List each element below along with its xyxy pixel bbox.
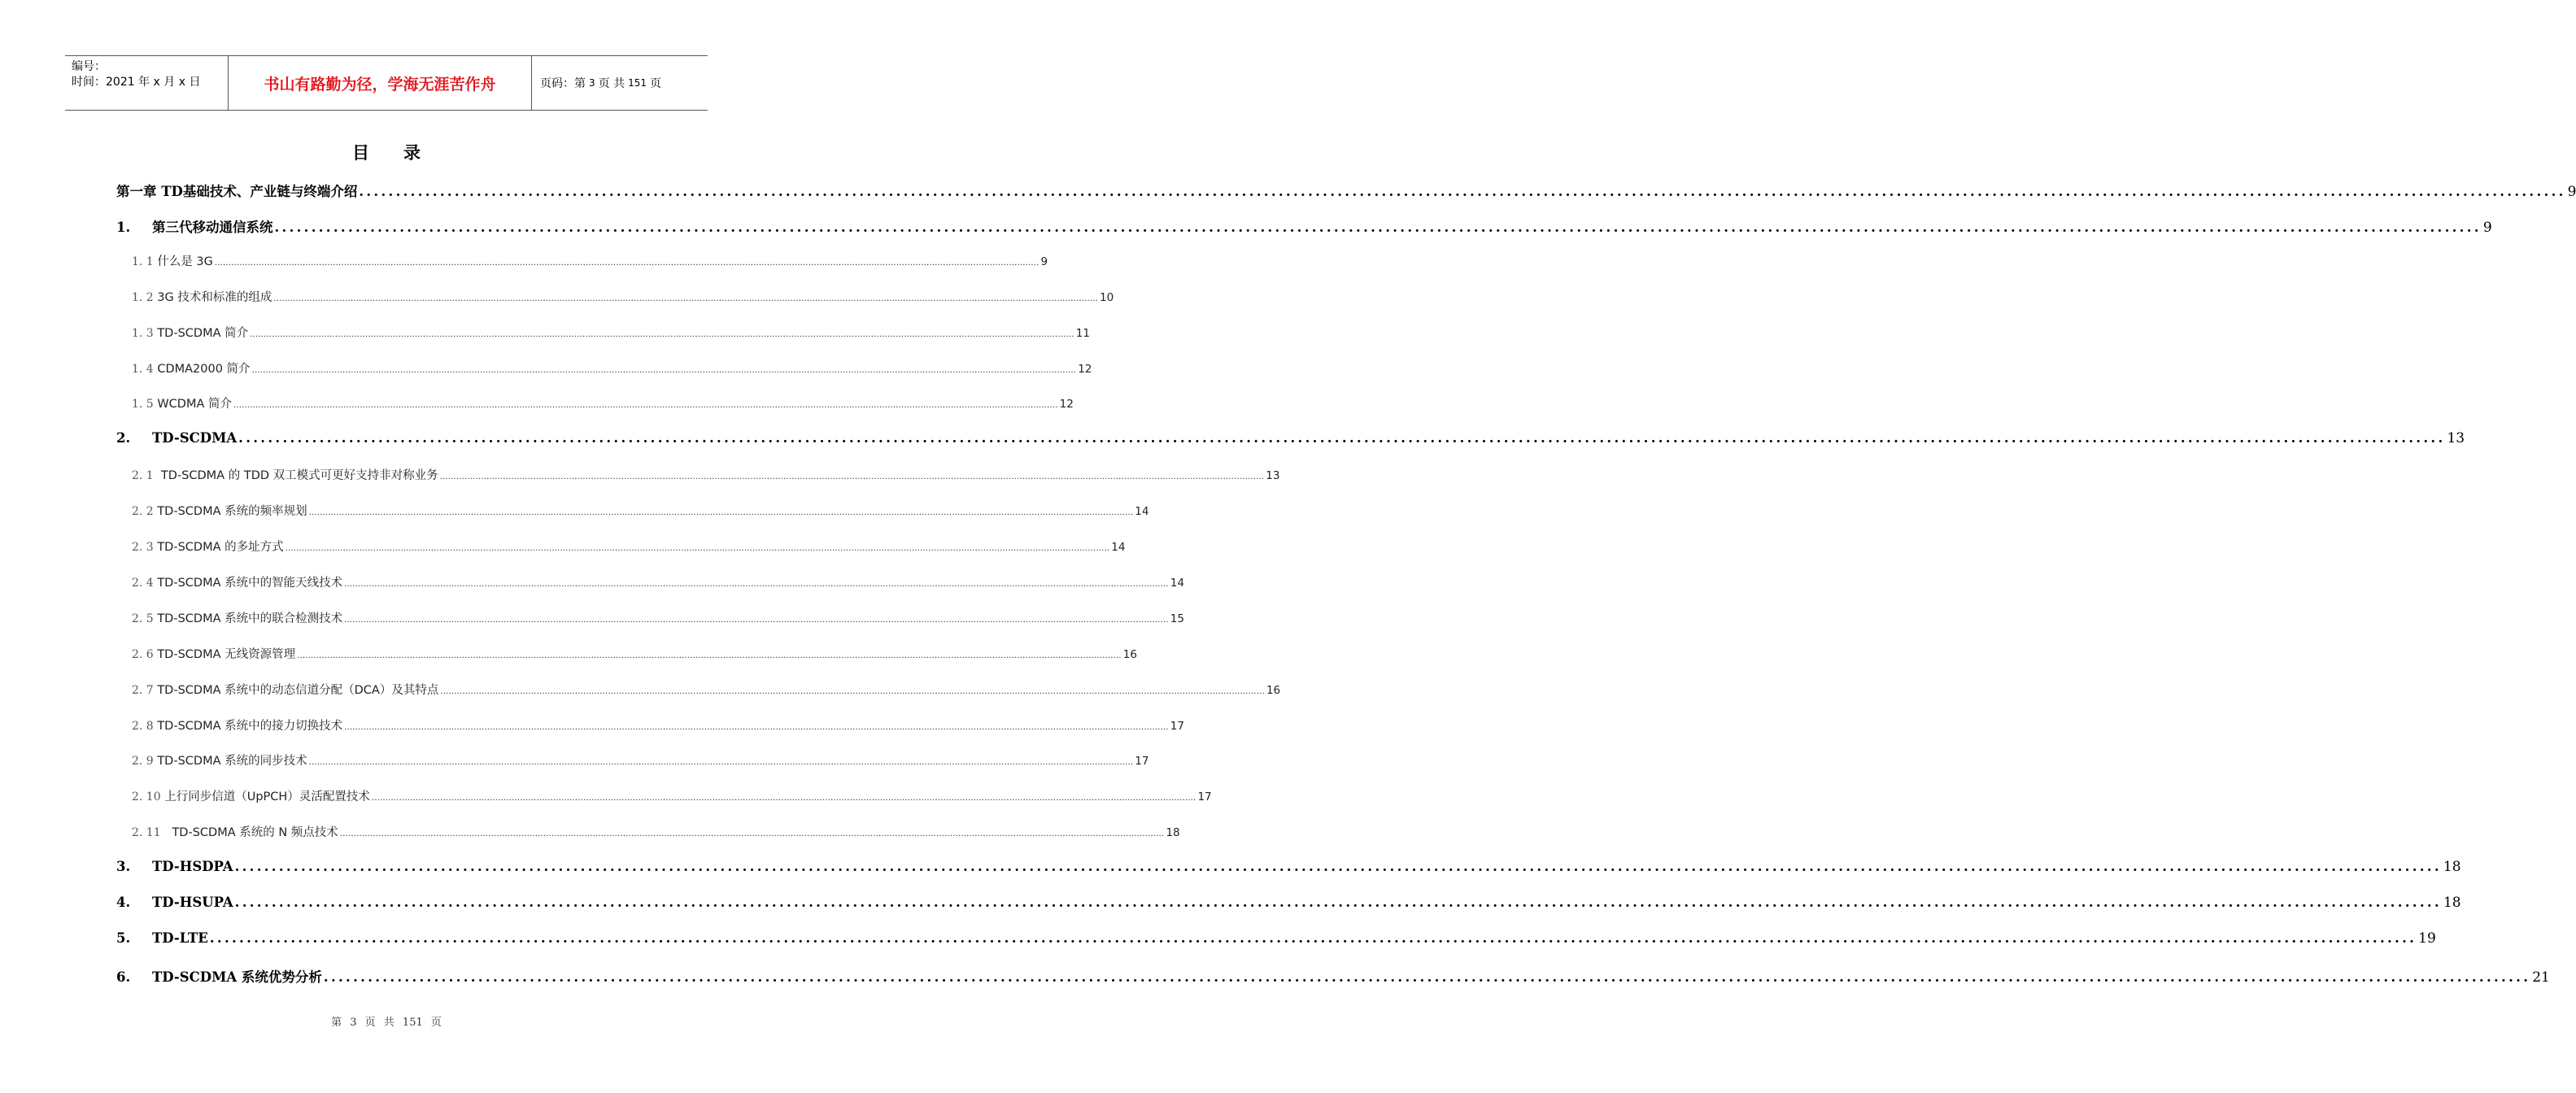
toc-entry-label bbox=[132, 751, 307, 769]
toc-leader-dots: ............................................................................................................................................................................................................................................................................................................ bbox=[323, 969, 2531, 985]
toc-entry-title: TD-SCDMA 系统的 N 频点技术 bbox=[160, 826, 338, 840]
toc-entry-title: TD-SCDMA 的多址方式 bbox=[153, 541, 284, 554]
toc-entry-label bbox=[132, 252, 213, 269]
toc-entry-number: 2. 7 bbox=[132, 683, 154, 697]
toc-entry[interactable] bbox=[132, 681, 1281, 698]
toc-entry-number: 2. 11 bbox=[132, 826, 161, 840]
page-header bbox=[65, 55, 708, 111]
toc-entry-number: 2. 1 bbox=[132, 469, 154, 483]
toc-entry-label bbox=[132, 823, 338, 840]
toc-entry-title: TD-SCDMA 系统中的接力切换技术 bbox=[153, 719, 343, 733]
header-time-label: 时间：2021 年 x 月 x 日 bbox=[72, 76, 201, 89]
toc-entry-label bbox=[116, 216, 273, 236]
toc-entry-title: TD-SCDMA 系统的频率规划 bbox=[153, 505, 307, 519]
toc-entry[interactable] bbox=[116, 216, 2492, 236]
header-motto: 书山有路勤为径，学海无涯苦作舟 bbox=[229, 56, 532, 110]
toc-entry-page: 14 bbox=[1135, 505, 1149, 519]
toc-entry-title: TD-SCDMA 系统中的动态信道分配（DCA）及其特点 bbox=[153, 683, 439, 697]
toc-entry-label bbox=[132, 787, 370, 804]
toc-entry-label bbox=[132, 645, 295, 662]
toc-entry-number: 1. 3 bbox=[132, 326, 154, 340]
toc-entry-label bbox=[132, 502, 307, 519]
toc-entry-title: 什么是 3G bbox=[153, 255, 213, 268]
toc-entry-page: 13 bbox=[1266, 469, 1280, 483]
toc-entry-number: 2. 5 bbox=[132, 612, 154, 625]
header-page-prefix: 页码：第 bbox=[540, 77, 586, 90]
toc-entry[interactable] bbox=[116, 859, 2461, 876]
toc-entry-number: 4. bbox=[116, 895, 131, 910]
toc-entry-page: 17 bbox=[1197, 790, 1212, 804]
toc-leader-dots: ............................................................................................................................................................................................................................................................................................................ bbox=[273, 294, 1099, 303]
toc-entry[interactable] bbox=[132, 359, 1092, 377]
toc-entry-label bbox=[132, 394, 232, 412]
header-page-mid: 页 共 bbox=[598, 77, 625, 90]
toc-entry[interactable] bbox=[116, 181, 2576, 200]
toc-entry-number: 1. 1 bbox=[132, 255, 154, 268]
toc-entry-number: 1. 2 bbox=[132, 290, 154, 304]
header-page-current: 3 bbox=[589, 77, 595, 89]
toc-entry-page: 16 bbox=[1266, 683, 1281, 697]
header-code-label: 编号： bbox=[72, 60, 106, 73]
toc-leader-dots: ............................................................................................................................................................................................................................................................................................................ bbox=[440, 686, 1265, 696]
toc-entry-title: TD-SCDMA bbox=[152, 430, 238, 446]
header-page-info bbox=[532, 56, 708, 110]
toc-entry-title: TD-SCDMA 简介 bbox=[153, 326, 249, 340]
toc-entry-title: TD-SCDMA 系统优势分析 bbox=[152, 969, 322, 985]
toc-leader-dots: ............................................................................................................................................................................................................................................................................................................ bbox=[234, 859, 2442, 875]
toc-entry-label bbox=[132, 288, 272, 305]
toc-entry-page: 9 bbox=[1040, 255, 1048, 268]
toc-entry-title: TD-SCDMA 系统的同步技术 bbox=[153, 755, 307, 769]
toc-leader-dots: ............................................................................................................................................................................................................................................................................................................ bbox=[344, 615, 1169, 625]
toc-leader-dots: ............................................................................................................................................................................................................................................................................................................ bbox=[344, 722, 1169, 732]
toc-entry-title: TD-SCDMA 无线资源管理 bbox=[153, 647, 296, 661]
toc-entry-page: 18 bbox=[2443, 859, 2461, 876]
toc-entry[interactable] bbox=[116, 895, 2461, 911]
toc-entry-title: TD-HSDPA bbox=[152, 859, 233, 875]
toc-entry-label bbox=[116, 859, 233, 874]
toc-entry-title: TD-HSUPA bbox=[152, 895, 233, 910]
toc-entry[interactable] bbox=[132, 538, 1126, 555]
toc-entry-page: 9 bbox=[2482, 219, 2492, 236]
toc-entry-page: 16 bbox=[1122, 647, 1137, 661]
toc-leader-dots: ............................................................................................................................................................................................................................................................................................................ bbox=[344, 579, 1169, 589]
toc-entry-number: 2. bbox=[116, 430, 131, 446]
header-page-suffix: 页 bbox=[650, 77, 661, 90]
toc-entry-number: 2. 2 bbox=[132, 505, 154, 519]
toc-entry-title: 上行同步信道（UpPCH）灵活配置技术 bbox=[160, 790, 370, 804]
page-title: 目录 bbox=[352, 142, 455, 163]
toc-leader-dots: ............................................................................................................................................................................................................................................................................................................ bbox=[233, 401, 1058, 411]
toc-entry-label bbox=[132, 359, 251, 377]
toc-entry-page: 15 bbox=[1170, 612, 1184, 625]
toc-entry[interactable] bbox=[116, 930, 2436, 947]
toc-leader-dots: ............................................................................................................................................................................................................................................................................................................ bbox=[359, 184, 2566, 199]
toc-leader-dots: ............................................................................................................................................................................................................................................................................................................ bbox=[308, 508, 1134, 518]
toc-leader-dots: ............................................................................................................................................................................................................................................................................................................ bbox=[234, 895, 2442, 910]
toc-entry[interactable] bbox=[132, 573, 1184, 590]
toc-entry-number: 2. 10 bbox=[132, 790, 161, 804]
toc-entry-label bbox=[116, 430, 237, 446]
toc-entry[interactable] bbox=[116, 430, 2465, 447]
toc-entry-number: 6. bbox=[116, 969, 131, 985]
toc-entry-label bbox=[116, 966, 322, 986]
toc-entry-number: 1. bbox=[116, 219, 131, 235]
toc-entry[interactable] bbox=[132, 502, 1149, 519]
toc-entry-page: 14 bbox=[1111, 541, 1126, 554]
toc-entry-page: 13 bbox=[2447, 430, 2465, 447]
toc-entry-label bbox=[116, 930, 208, 946]
toc-entry-title: TD-SCDMA 的 TDD 双工模式可更好支持非对称业务 bbox=[153, 469, 438, 483]
toc-entry-page: 14 bbox=[1170, 576, 1184, 590]
toc-entry-number: 1. 5 bbox=[132, 398, 154, 412]
toc-entry-number: 2. 3 bbox=[132, 541, 154, 554]
page-footer: 第 3 页 共 151 页 bbox=[331, 1017, 442, 1029]
toc-entry-number: 1. 4 bbox=[132, 362, 154, 376]
toc-entry-page: 10 bbox=[1100, 290, 1114, 304]
toc-entry[interactable] bbox=[132, 466, 1280, 483]
toc-entry-number: 3. bbox=[116, 859, 131, 875]
toc-entry-label bbox=[132, 324, 248, 341]
toc-entry-number: 2. 9 bbox=[132, 755, 154, 769]
toc-entry-label bbox=[132, 573, 342, 590]
toc-entry[interactable] bbox=[132, 787, 1212, 804]
toc-entry-page: 19 bbox=[2418, 930, 2436, 947]
toc-entry-label bbox=[116, 895, 233, 910]
toc-leader-dots: ............................................................................................................................................................................................................................................................................................................ bbox=[238, 430, 2446, 446]
toc-leader-dots: ............................................................................................................................................................................................................................................................................................................ bbox=[214, 258, 1040, 268]
toc-entry-number: 2. 6 bbox=[132, 647, 154, 661]
toc-leader-dots: ............................................................................................................................................................................................................................................................................................................ bbox=[209, 930, 2417, 946]
toc-entry-page: 18 bbox=[2443, 895, 2461, 911]
toc-leader-dots: ............................................................................................................................................................................................................................................................................................................ bbox=[339, 830, 1165, 839]
toc-entry-page: 9 bbox=[2567, 184, 2576, 200]
toc-entry[interactable] bbox=[132, 394, 1074, 412]
toc-entry-label bbox=[132, 538, 284, 555]
toc-leader-dots: ............................................................................................................................................................................................................................................................................................................ bbox=[308, 758, 1134, 768]
header-meta bbox=[65, 56, 229, 110]
toc-entry-title: TD-SCDMA 系统中的联合检测技术 bbox=[153, 612, 343, 625]
toc-leader-dots: ............................................................................................................................................................................................................................................................................................................ bbox=[297, 651, 1122, 660]
toc-entry-number: 5. bbox=[116, 930, 131, 946]
toc-entry-number: 2. 4 bbox=[132, 576, 154, 590]
toc-entry-label bbox=[132, 609, 342, 626]
toc-entry-title: 第一章 TD基础技术、产业链与终端介绍 bbox=[116, 184, 358, 199]
toc-entry-page: 17 bbox=[1135, 755, 1149, 769]
toc-entry-title: 第三代移动通信系统 bbox=[152, 219, 273, 235]
toc-entry[interactable] bbox=[132, 823, 1180, 840]
toc-entry[interactable] bbox=[132, 716, 1184, 734]
toc-entry-page: 12 bbox=[1059, 398, 1074, 412]
toc-entry-title: CDMA2000 简介 bbox=[153, 362, 251, 376]
toc-leader-dots: ............................................................................................................................................................................................................................................................................................................ bbox=[371, 794, 1196, 803]
toc-entry-label bbox=[132, 681, 438, 698]
toc-entry-title: WCDMA 简介 bbox=[153, 398, 232, 412]
toc-leader-dots: ............................................................................................................................................................................................................................................................................................................ bbox=[274, 219, 2482, 235]
toc-leader-dots: ............................................................................................................................................................................................................................................................................................................ bbox=[251, 365, 1077, 375]
toc-entry[interactable] bbox=[132, 645, 1137, 662]
toc-leader-dots: ............................................................................................................................................................................................................................................................................................................ bbox=[439, 472, 1265, 482]
toc-entry-page: 17 bbox=[1170, 719, 1184, 733]
toc-entry[interactable] bbox=[132, 324, 1090, 341]
toc-entry-page: 18 bbox=[1166, 826, 1180, 840]
toc-entry-title: TD-LTE bbox=[152, 930, 208, 946]
toc-entry-page: 21 bbox=[2532, 969, 2550, 986]
toc-entry[interactable] bbox=[132, 288, 1114, 305]
toc-entry-number: 2. 8 bbox=[132, 719, 154, 733]
toc-entry-label bbox=[132, 466, 438, 483]
toc-leader-dots: ............................................................................................................................................................................................................................................................................................................ bbox=[285, 544, 1110, 553]
toc-entry-title: TD-SCDMA 系统中的智能天线技术 bbox=[153, 576, 343, 590]
toc-entry-title: 3G 技术和标准的组成 bbox=[153, 290, 272, 304]
header-page-total: 151 bbox=[628, 77, 647, 89]
toc-entry[interactable] bbox=[132, 751, 1149, 769]
toc-entry[interactable] bbox=[132, 252, 1048, 269]
toc-entry[interactable] bbox=[116, 966, 2550, 986]
toc-entry-label bbox=[116, 181, 357, 200]
toc-entry[interactable] bbox=[132, 609, 1184, 626]
toc-entry-page: 11 bbox=[1075, 326, 1090, 340]
toc-entry-label bbox=[132, 716, 342, 734]
toc-leader-dots: ............................................................................................................................................................................................................................................................................................................ bbox=[250, 329, 1074, 339]
toc-entry-page: 12 bbox=[1078, 362, 1092, 376]
